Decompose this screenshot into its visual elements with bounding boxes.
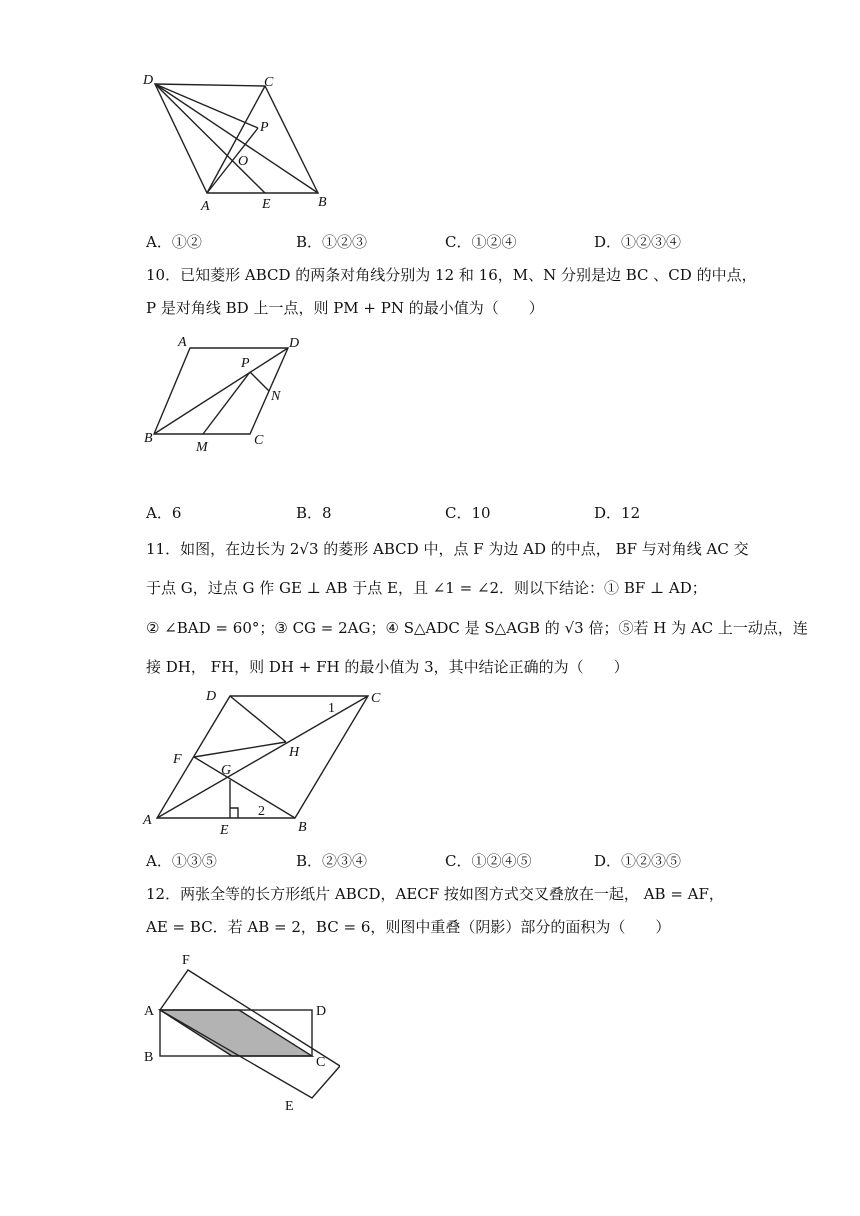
- q11-label-E: E: [220, 823, 229, 838]
- q12-label-C: C: [316, 1055, 326, 1070]
- q11-option-b: B．②③④: [296, 852, 368, 870]
- q9-label-P: P: [260, 120, 269, 135]
- q10-option-d: D．12: [594, 504, 641, 522]
- q10-option-a: A．6: [146, 504, 182, 522]
- q10-label-B: B: [144, 431, 153, 446]
- q9-label-O: O: [238, 154, 249, 169]
- q9-option-d: D．①②③④: [594, 233, 682, 251]
- q11-label-F: F: [173, 752, 182, 767]
- q10-label-N: N: [271, 389, 281, 404]
- q11-label-H: H: [289, 745, 300, 760]
- q10-text-line1: 10．已知菱形 ABCD 的两条对角线分别为 12 和 16，M、N 分别是边 BC 、CD 的中点，: [146, 266, 757, 284]
- q9-label-B: B: [318, 195, 327, 210]
- q9-option-b: B．①②③: [296, 233, 368, 251]
- q10-label-P: P: [241, 356, 250, 371]
- q10-option-b: B．8: [296, 504, 332, 522]
- q11-label-D: D: [206, 689, 217, 704]
- q11-option-d: D．①②③⑤: [594, 852, 682, 870]
- q11-label-1: 1: [328, 701, 335, 716]
- q9-figure: [140, 70, 340, 215]
- q10-text-line2: P 是对角线 BD 上一点，则 PM + PN 的最小值为（ ）: [146, 299, 544, 317]
- q10-option-c: C．10: [445, 504, 491, 522]
- q12-text-line2: AE = BC．若 AB = 2，BC = 6，则图中重叠（阴影）部分的面积为（ ）: [146, 918, 671, 936]
- q11-option-c: C．①②④⑤: [445, 852, 532, 870]
- q10-label-D: D: [289, 336, 300, 351]
- q11-option-a: A．①③⑤: [146, 852, 217, 870]
- q12-label-E: E: [285, 1099, 294, 1114]
- q11-label-G: G: [221, 763, 232, 778]
- q10-label-C: C: [254, 433, 264, 448]
- q9-label-A: A: [201, 199, 210, 214]
- q11-label-B: B: [298, 820, 307, 835]
- q11-label-A: A: [143, 813, 152, 828]
- q12-label-B: B: [144, 1050, 154, 1065]
- q11-text-line1: 11．如图，在边长为 2√3 的菱形 ABCD 中，点 F 为边 AD 的中点， BF 与对角线 AC 交: [146, 540, 749, 558]
- q10-label-A: A: [178, 335, 187, 350]
- q9-label-D: D: [143, 73, 154, 88]
- q9-option-c: C．①②④: [445, 233, 517, 251]
- q11-figure: [140, 684, 390, 844]
- q12-text-line1: 12．两张全等的长方形纸片 ABCD，AECF 按如图方式交叉叠放在一起， AB = AF，: [146, 885, 724, 903]
- q11-text-line3: ② ∠BAD = 60°；③ CG = 2AG；④ S△ADC 是 S△AGB 的 √3 倍；⑤若 H 为 AC 上一动点，连: [146, 619, 808, 637]
- q11-text-line2: 于点 G，过点 G 作 GE ⊥ AB 于点 E，且 ∠1 = ∠2．则以下结论：① BF ⊥ AD；: [146, 579, 707, 597]
- q10-figure: [140, 330, 300, 455]
- q12-figure: [140, 945, 340, 1115]
- q11-text-line4: 接 DH， FH，则 DH + FH 的最小值为 3，其中结论正确的为（ ）: [146, 658, 629, 676]
- q12-label-D: D: [316, 1004, 327, 1019]
- q12-label-F: F: [182, 953, 190, 968]
- q11-label-C: C: [371, 691, 381, 706]
- q9-label-C: C: [264, 75, 274, 90]
- q9-label-E: E: [262, 197, 271, 212]
- q12-shaded-overlap: [160, 1010, 312, 1056]
- q9-option-a: A．①②: [146, 233, 202, 251]
- q11-label-2: 2: [258, 804, 265, 819]
- q10-label-M: M: [196, 440, 208, 455]
- q12-label-A: A: [144, 1004, 155, 1019]
